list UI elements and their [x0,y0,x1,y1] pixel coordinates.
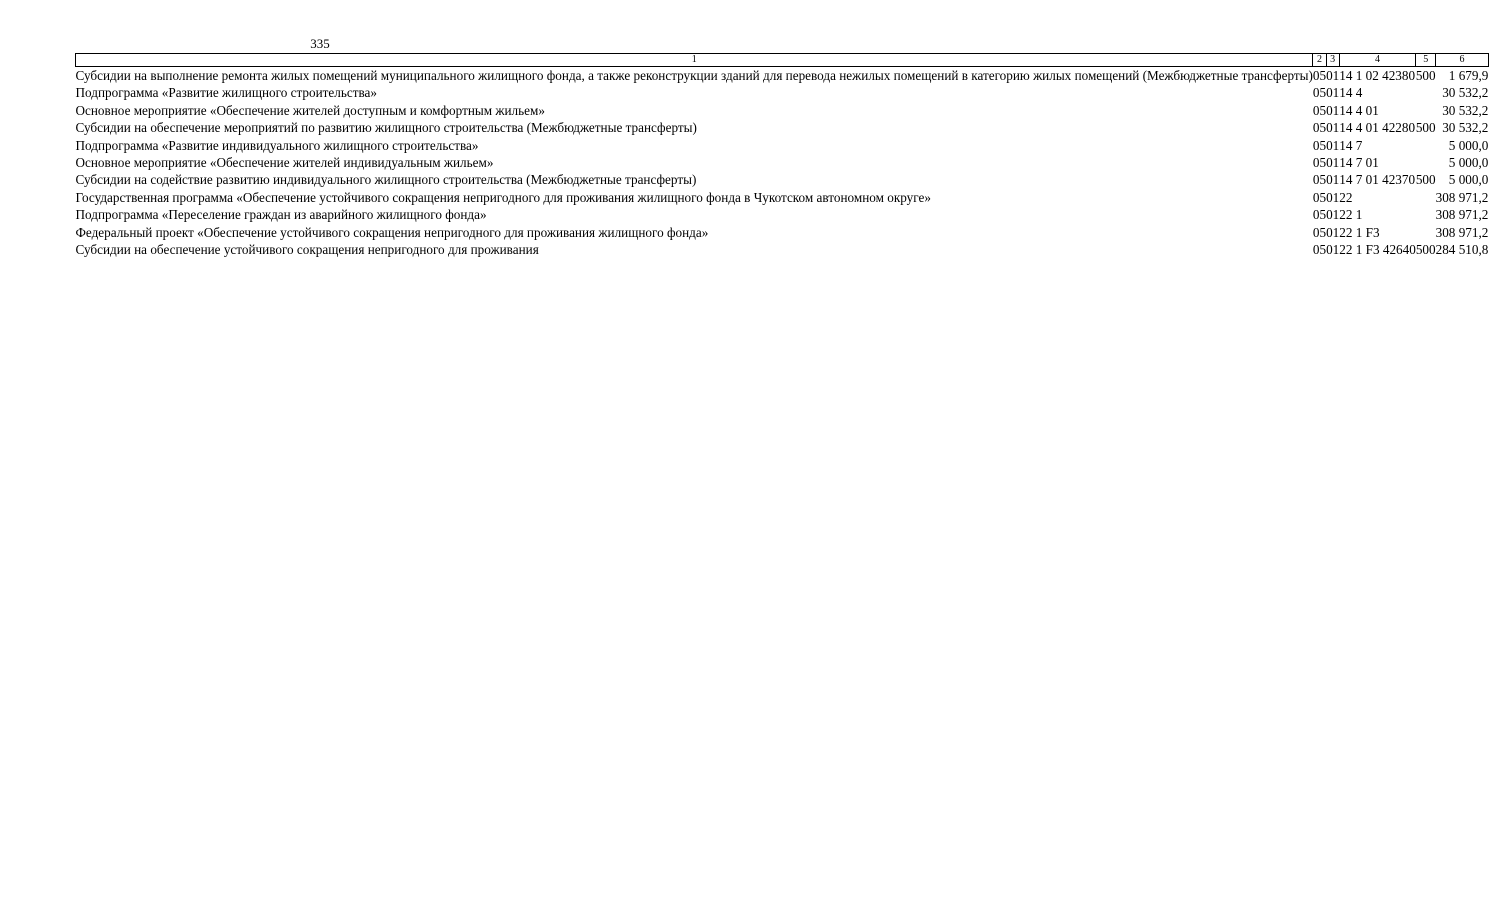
row-expense-type [1416,189,1436,206]
row-expense-type: 500 [1415,68,1436,83]
table-row [76,189,1489,206]
row-subsection: 01 [1326,155,1340,171]
table-row [76,137,1489,154]
table-row [76,241,1489,258]
table-row [76,119,1489,136]
row-section: 05 [1312,189,1327,205]
row-amount: 5 000,0 [1448,137,1489,153]
budget-table [75,53,1489,258]
row-subsection: 01 [1326,102,1340,118]
page-number: 335 [310,36,330,51]
row-name: Основное мероприятие «Обеспечение жителей индивидуальным жильем» [75,155,494,171]
row-subsection: 01 [1326,120,1340,136]
row-name: Субсидии на выполнение ремонта жилых помещений муниципального жилищного фонда, а также реконструкции зданий для перевода нежилых помещений в категорию жилых помещений (Межбюджетные трансферты) [75,68,1313,83]
row-amount: 308 971,2 [1435,207,1489,223]
column-header-3: 3 [1326,54,1339,67]
row-amount: 30 532,2 [1442,102,1489,118]
row-subsection: 01 [1326,137,1340,153]
row-section: 05 [1312,207,1327,223]
row-target-code: 14 7 01 42370 [1339,172,1416,188]
table-header-row [76,54,1489,67]
row-expense-type [1416,224,1436,241]
row-expense-type [1416,154,1436,171]
row-name: Государственная программа «Обеспечение устойчивого сокращения непригодного для проживания жилищного фонда в Чукотском автономном округе» [75,189,931,205]
row-name: Подпрограмма «Развитие жилищного строительства» [75,85,377,101]
table-body [76,67,1489,259]
table-row [76,171,1489,188]
row-name: Основное мероприятие «Обеспечение жителей доступным и комфортным жильем» [75,102,545,118]
row-name: Субсидии на содействие развитию индивидуального жилищного строительства (Межбюджетные трансферты) [75,172,697,188]
row-section: 05 [1312,85,1327,101]
row-amount: 5 000,0 [1448,172,1489,188]
table-row [76,102,1489,119]
row-section: 05 [1312,120,1327,136]
row-subsection: 01 [1326,207,1340,223]
row-expense-type: 500 [1415,172,1436,188]
row-subsection: 01 [1326,242,1340,258]
row-target-code: 14 4 01 [1339,102,1379,118]
row-section: 05 [1312,172,1327,188]
row-expense-type [1416,206,1436,223]
row-name: Подпрограмма «Переселение граждан из аварийного жилищного фонда» [75,207,487,223]
column-header-1: 1 [76,54,1313,67]
row-target-code: 14 7 01 [1339,155,1379,171]
row-amount: 308 971,2 [1435,189,1489,205]
row-target-code: 22 1 F3 42640 [1339,242,1416,258]
row-amount: 5 000,0 [1448,155,1489,171]
table-row [76,67,1489,85]
row-name: Субсидии на обеспечение мероприятий по развитию жилищного строительства (Межбюджетные трансферты) [75,120,697,136]
row-section: 05 [1312,102,1327,118]
row-expense-type [1416,137,1436,154]
row-target-code: 22 1 [1339,207,1363,223]
row-expense-type: 500 [1415,242,1436,258]
row-amount: 284 510,8 [1435,242,1489,258]
row-subsection: 01 [1326,85,1340,101]
row-target-code: 14 7 [1339,137,1363,153]
column-header-2: 2 [1313,54,1326,67]
row-target-code: 22 [1339,189,1353,205]
row-name: Подпрограмма «Развитие индивидуального жилищного строительства» [75,137,479,153]
row-name: Федеральный проект «Обеспечение устойчивого сокращения непригодного для проживания жилищного фонда» [75,224,709,240]
row-subsection: 01 [1326,172,1340,188]
column-header-4: 4 [1339,54,1416,67]
row-section: 05 [1312,68,1327,83]
row-expense-type: 500 [1415,120,1436,136]
row-amount: 308 971,2 [1435,224,1489,240]
row-amount: 30 532,2 [1442,85,1489,101]
row-amount: 1 679,9 [1448,68,1489,83]
row-section: 05 [1312,137,1327,153]
row-target-code: 22 1 F3 [1339,224,1380,240]
row-section: 05 [1312,155,1327,171]
row-target-code: 14 1 02 42380 [1339,68,1416,83]
table-row [76,154,1489,171]
row-subsection: 01 [1326,189,1340,205]
row-subsection: 01 [1326,68,1340,83]
row-section: 05 [1312,242,1327,258]
row-name: Субсидии на обеспечение устойчивого сокращения непригодного для проживания [75,242,539,258]
row-expense-type [1416,84,1436,101]
row-amount: 30 532,2 [1442,120,1489,136]
row-target-code: 14 4 01 42280 [1339,120,1416,136]
row-expense-type [1416,102,1436,119]
row-subsection: 01 [1326,224,1340,240]
row-target-code: 14 4 [1339,85,1363,101]
table-row [76,84,1489,101]
table-row [76,224,1489,241]
row-section: 05 [1312,224,1327,240]
column-header-5: 5 [1416,54,1436,67]
column-header-6: 6 [1436,54,1489,67]
table-row [76,206,1489,223]
